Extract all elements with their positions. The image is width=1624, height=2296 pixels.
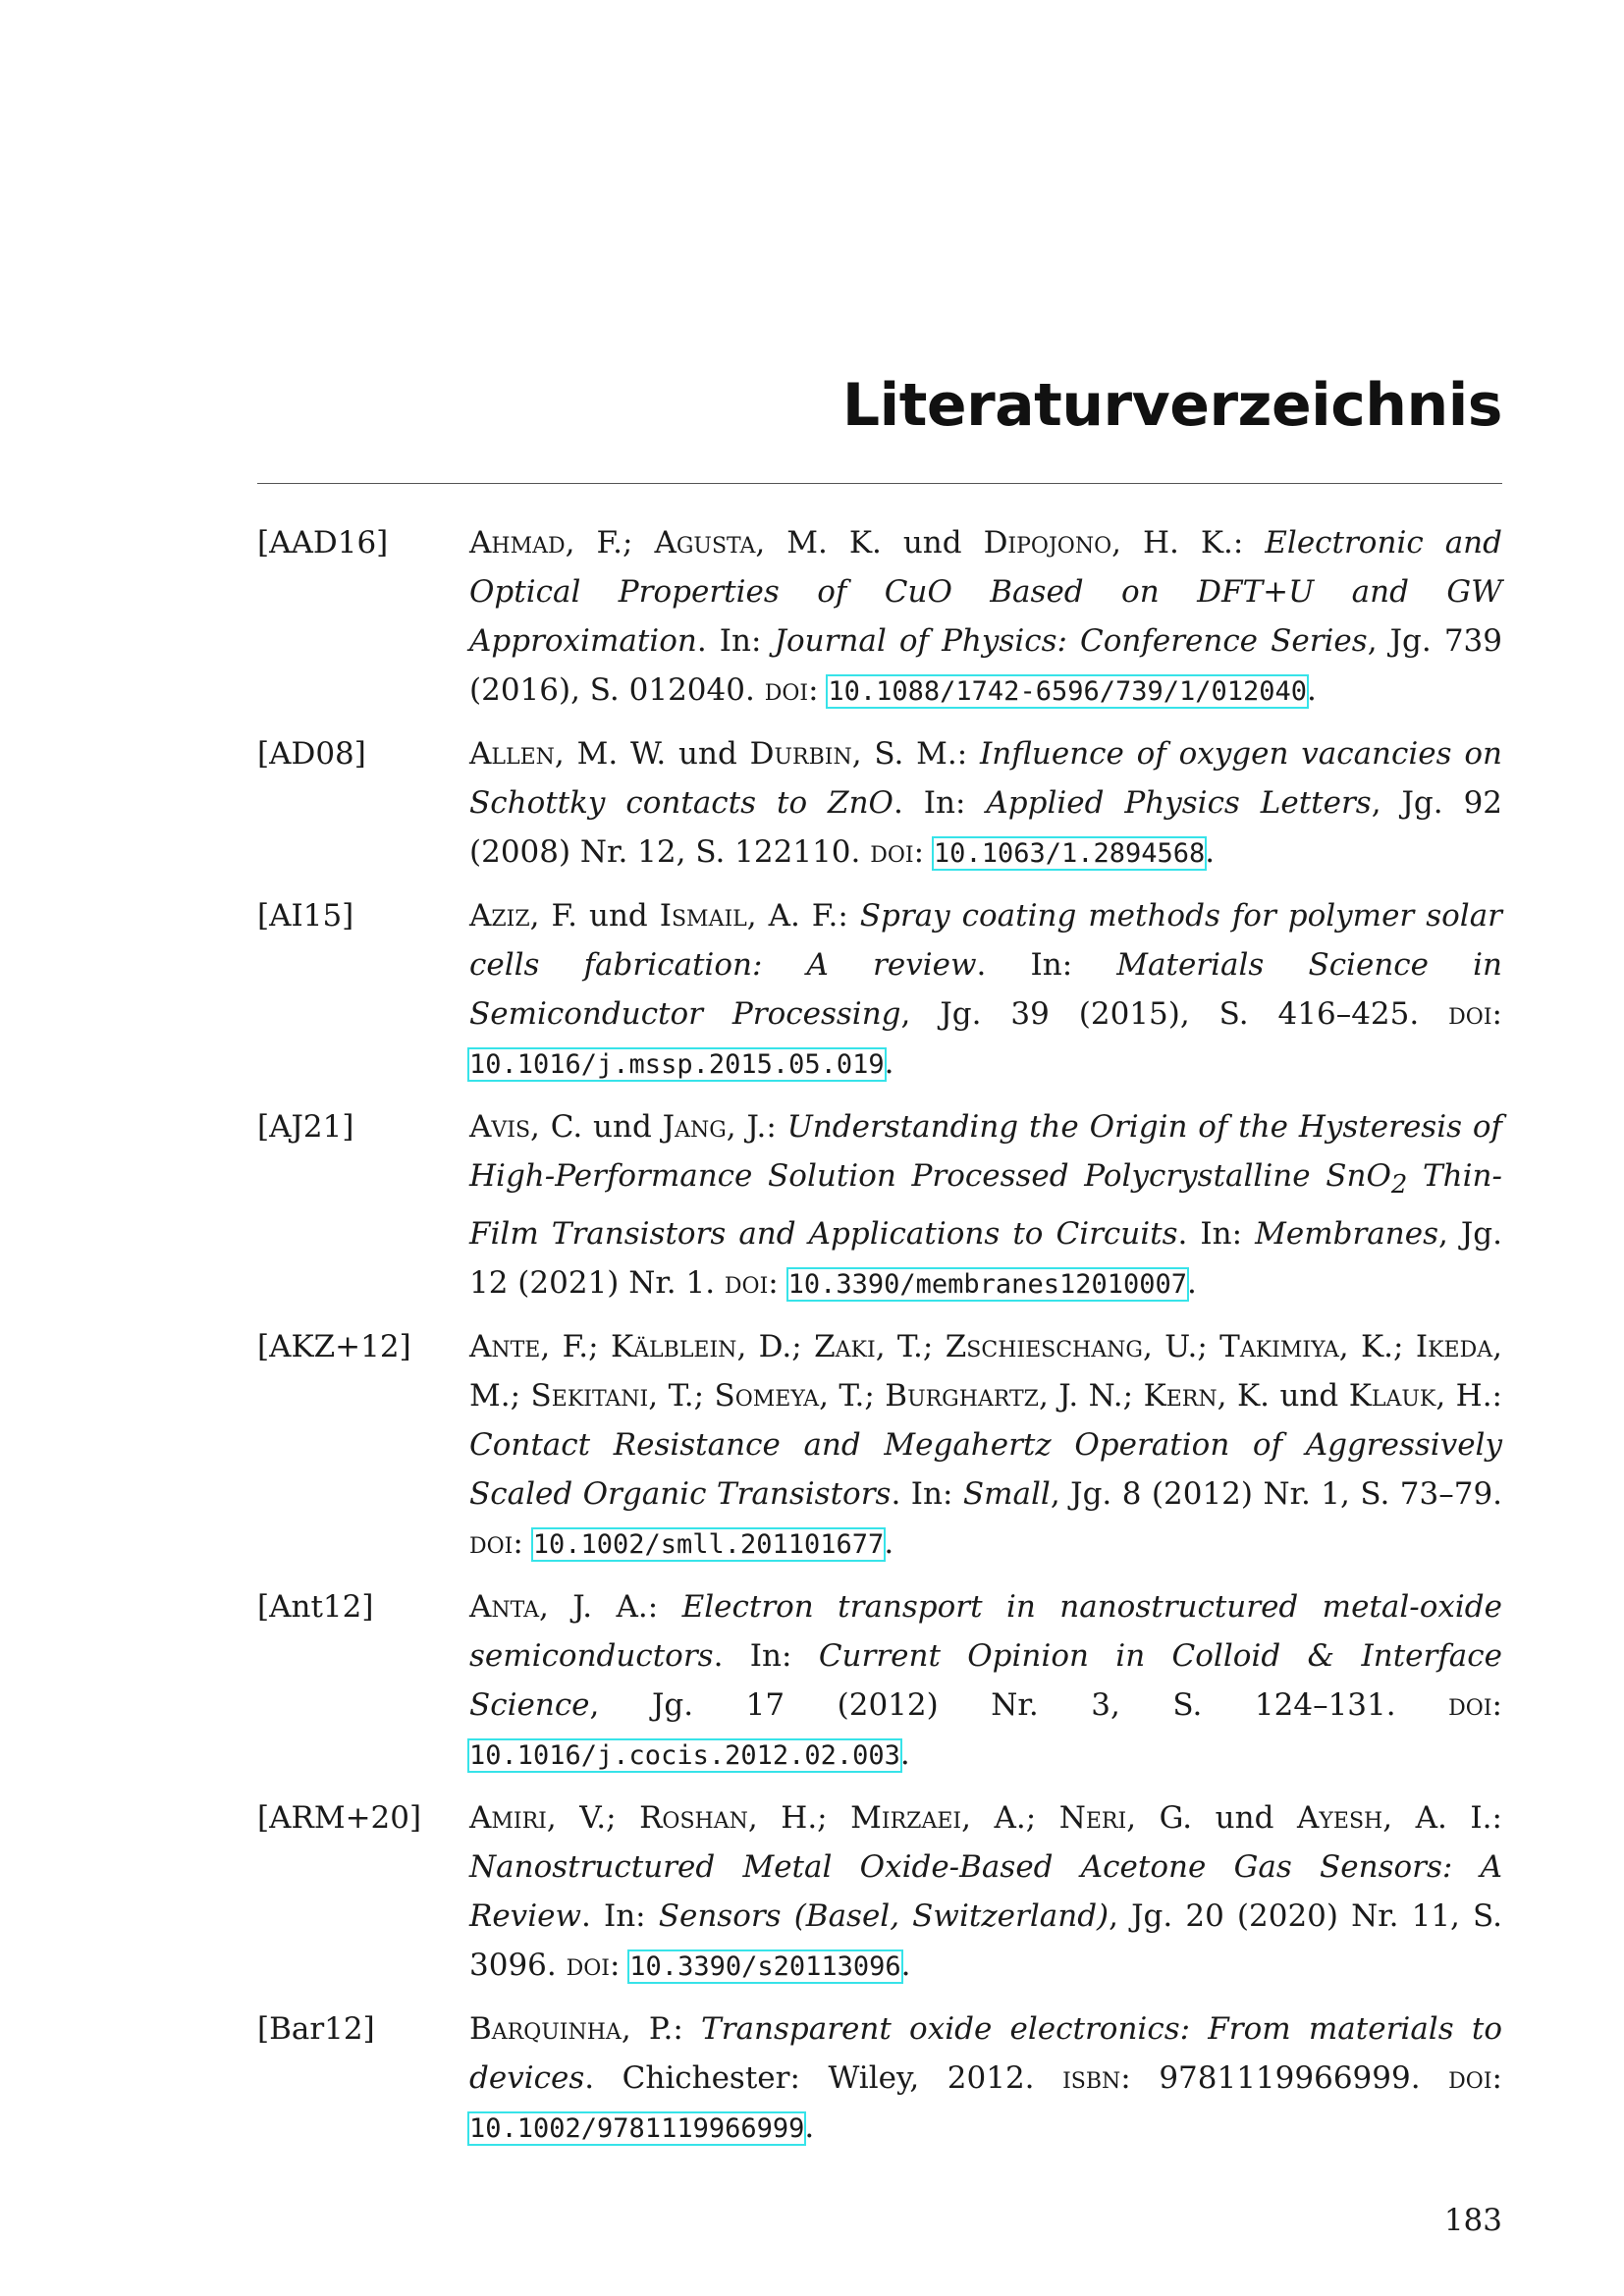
citation-details: , Jg. 12 (2021) Nr. 1. [469, 1216, 1502, 1302]
doi-link[interactable]: 10.1063/1.2894568 [933, 838, 1206, 869]
citation-body: Anta, J. A.: Electron transport in nanostructured metal-oxide semiconductors. In: Current Opinion in Colloid & Interface Science, Jg. 17 (2012) Nr. 3, S. 124–131. doi: 10.1016/j.cocis.2012.02.003. [469, 1589, 1502, 1773]
citation-details: , Jg. 17 (2012) Nr. 3, S. 124–131. [589, 1687, 1449, 1724]
author-surname: Kälblein [611, 1329, 737, 1365]
citation-title: Electron transport in nanostructured metal-oxide semiconductors [469, 1589, 1502, 1675]
title-part: Understanding the Origin of the Hysteresis of High-Performance Solution Processed Polycrystalline SnO [469, 1109, 1502, 1194]
citation-key: [ARM+20] [257, 1800, 422, 1837]
author-rest: , J. A.: [539, 1589, 682, 1626]
isbn-label: isbn [1062, 2060, 1121, 2097]
author-rest: , T.; [875, 1329, 946, 1365]
author-surname: Klauk [1348, 1378, 1436, 1415]
citation-body: Allen, M. W. und Durbin, S. M.: Influence of oxygen vacancies on Schottky contacts to ZnO. In: Applied Physics Letters, Jg. 92 (2008) Nr. 12, S. 122110. doi: 10.1063/1.2894568. [469, 736, 1503, 870]
citation-body: Amiri, V.; Roshan, H.; Mirzaei, A.; Neri, G. und Ayesh, A. I.: Nanostructured Metal Oxide-Based Acetone Gas Sensors: A Review. In: Sensors (Basel, Switzerland), Jg. 20 (2020) Nr. 11, S. 3096. doi: 10.3390/s20113096. [469, 1800, 1502, 1984]
citation-details: , Jg. 739 (2016), S. 012040. [469, 623, 1503, 708]
author-rest: , K. und [1217, 1378, 1349, 1415]
bib-entry [257, 1582, 1502, 1781]
page-number: 183 [1443, 2203, 1502, 2238]
author-surname: Allen [469, 736, 555, 772]
doi-label: doi [764, 672, 809, 708]
author-surname: Amiri [469, 1800, 547, 1837]
citation-key: [Ant12] [257, 1589, 374, 1626]
citation-key: [AI15] [257, 898, 354, 934]
citation-title: Nanostructured Metal Oxide-Based Acetone Gas Sensors: A Review [469, 1849, 1502, 1935]
in-separator: . In: [581, 1898, 659, 1935]
doi-label: doi [1448, 2060, 1492, 2097]
citation-key: [AD08] [257, 736, 366, 772]
citation-body: Avis, C. und Jang, J.: Understanding the Origin of the Hysteresis of High-Performance Solution Processed Polycrystalline SnO$_2$ Thin-Film Transistors and Applications to Circuits. In: Membranes, Jg. 12 (2021) Nr. 1. doi: 10.3390/membranes12010007. [469, 1109, 1502, 1302]
author-rest: , K.; [1338, 1329, 1416, 1365]
doi-link[interactable]: 10.3390/s20113096 [629, 1951, 901, 1983]
citation-key: [AAD16] [257, 525, 389, 561]
bib-entry [257, 1793, 1502, 1992]
author-rest: , A.; [961, 1800, 1059, 1837]
author-surname: Neri [1058, 1800, 1127, 1837]
citation-body: Ante, F.; Kälblein, D.; Zaki, T.; Zschieschang, U.; Takimiya, K.; Ikeda, M.; Sekitani, T.; Someya, T.; Burghartz, J. N.; Kern, K. und Klauk, H.: Contact Resistance and Megahertz Operation of Aggressively Scaled Organic Transistors. In: Small, Jg. 8 (2012) Nr. 1, S. 73–79. doi: 10.1002/smll.201101677. [469, 1329, 1503, 1562]
title-rule [257, 483, 1502, 484]
author-surname: Aziz [469, 898, 530, 934]
in-separator: . In: [1177, 1216, 1256, 1253]
author-rest: , F.; [565, 525, 655, 561]
citation-details: , Jg. 39 (2015), S. 416–425. [900, 996, 1449, 1032]
author-surname: Zaki [814, 1329, 876, 1365]
author-surname: Barquinha [469, 2011, 622, 2048]
citation-venue: Current Opinion in Colloid & Interface Science [469, 1638, 1502, 1724]
doi-label: doi [724, 1265, 769, 1302]
bib-entry [257, 891, 1502, 1090]
in-separator: . In: [713, 1638, 819, 1675]
author-rest: , P.: [621, 2011, 702, 2048]
author-surname: Ante [469, 1329, 541, 1365]
bib-entry [257, 2004, 1502, 2154]
citation-title: Transparent oxide electronics: From materials to devices [469, 2011, 1502, 2097]
author-surname: Jang [662, 1109, 727, 1145]
citation-body: Aziz, F. und Ismail, A. F.: Spray coating methods for polymer solar cells fabrication: A review. In: Materials Science in Semiconductor Processing, Jg. 39 (2015), S. 416–425. doi: 10.1016/j.mssp.2015.05.019. [469, 898, 1502, 1081]
citation-body: Ahmad, F.; Agusta, M. K. und Dipojono, H. K.: Electronic and Optical Properties of CuO Based on DFT+U and GW Approximation. In: Journal of Physics: Conference Series, Jg. 739 (2016), S. 012040. doi: 10.1088/1742-6596/739/1/012040. [469, 525, 1503, 708]
doi-label: doi [1448, 1687, 1492, 1724]
in-separator: . In: [893, 785, 987, 821]
author-surname: Roshan [639, 1800, 748, 1837]
author-surname: Zschieschang [945, 1329, 1143, 1365]
citation-title: Electronic and Optical Properties of CuO Based on DFT+U and GW Approximation [469, 525, 1502, 659]
author-surname: Sekitani [530, 1378, 649, 1415]
citation-details: , Jg. 20 (2020) Nr. 11, S. 3096. [469, 1898, 1502, 1984]
author-rest: , C. und [530, 1109, 663, 1145]
author-surname: Someya [714, 1378, 820, 1415]
author-surname: Ayesh [1297, 1800, 1383, 1837]
chapter-title: Literaturverzeichnis [841, 371, 1502, 440]
author-surname: Anta [469, 1589, 539, 1626]
author-surname: Ahmad [469, 525, 566, 561]
doi-label: doi [566, 1948, 610, 1984]
citation-title: Spray coating methods for polymer solar cells fabrication: A review [469, 898, 1502, 983]
author-rest: , U.; [1142, 1329, 1220, 1365]
author-surname: Agusta [654, 525, 756, 561]
doi-link[interactable]: 10.1002/9781119966999 [469, 2113, 805, 2145]
author-rest: , M.; [469, 1329, 1503, 1415]
bib-entry [257, 1322, 1502, 1570]
citation-body: Barquinha, P.: Transparent oxide electronics: From materials to devices. Chichester: Wiley, 2012. isbn: 9781119966999. doi: 10.1002/9781119966999. [469, 2011, 1502, 2146]
author-surname: Kern [1143, 1378, 1218, 1415]
citation-key: [AKZ+12] [257, 1329, 411, 1365]
author-rest: , H.: [1435, 1378, 1503, 1415]
doi-label: doi [469, 1525, 514, 1562]
citation-title: Contact Resistance and Megahertz Operation of Aggressively Scaled Organic Transistors [469, 1427, 1502, 1513]
author-rest: , A. I.: [1382, 1800, 1502, 1837]
author-surname: Burghartz [885, 1378, 1039, 1415]
doi-link[interactable]: 10.3390/membranes12010007 [787, 1269, 1187, 1301]
doi-link[interactable]: 10.1016/j.mssp.2015.05.019 [469, 1049, 885, 1080]
citation-details: , Jg. 8 (2012) Nr. 1, S. 73–79. [1050, 1476, 1503, 1513]
bib-entry [257, 518, 1502, 717]
author-surname: Ismail [659, 898, 747, 934]
citation-venue: Small [962, 1476, 1051, 1513]
author-rest: , H. K.: [1111, 525, 1266, 561]
author-rest: , T.; [819, 1378, 886, 1415]
citation-venue: Journal of Physics: Conference Series [774, 623, 1368, 659]
author-rest: , A. F.: [746, 898, 860, 934]
in-separator: . In: [976, 947, 1117, 983]
author-surname: Takimiya [1219, 1329, 1339, 1365]
author-rest: , H.; [747, 1800, 851, 1837]
title-subscript: 2 [1390, 1170, 1408, 1201]
author-rest: , M. W. und [554, 736, 750, 772]
citation-key: [Bar12] [257, 2011, 375, 2048]
citation-venue: Materials Science in Semiconductor Processing [469, 947, 1502, 1032]
author-rest: , S. M.: [851, 736, 980, 772]
in-separator: . In: [891, 1476, 963, 1513]
bib-entry [257, 729, 1502, 879]
author-rest: , J.: [726, 1109, 787, 1145]
in-separator: . [584, 2060, 623, 2097]
citation-key: [AJ21] [257, 1109, 354, 1145]
citation-venue: Sensors (Basel, Switzerland) [658, 1898, 1110, 1935]
author-surname: Mirzaei [850, 1800, 962, 1837]
doi-link[interactable]: 10.1016/j.cocis.2012.02.003 [469, 1740, 900, 1772]
in-separator: . In: [696, 623, 775, 659]
bib-entry [257, 1102, 1502, 1309]
title-part: Thin-Film Transistors and Applications to Circuits [469, 1158, 1502, 1253]
citation-venue: Membranes [1255, 1216, 1438, 1253]
author-rest: , V.; [546, 1800, 640, 1837]
author-rest: , J. N.; [1038, 1378, 1144, 1415]
doi-link[interactable]: 10.1002/smll.201101677 [532, 1529, 885, 1561]
author-rest: , D.; [736, 1329, 815, 1365]
author-surname: Durbin [749, 736, 852, 772]
citation-title: Influence of oxygen vacancies on Schottky contacts to ZnO [469, 736, 1502, 821]
citation-details: , Jg. 92 (2008) Nr. 12, S. 122110. [469, 785, 1503, 870]
author-rest: , M. K. und [755, 525, 984, 561]
author-surname: Dipojono [983, 525, 1112, 561]
doi-label: doi [1448, 996, 1492, 1032]
author-surname: Ikeda [1415, 1329, 1493, 1365]
author-rest: , T.; [648, 1378, 715, 1415]
author-rest: , G. und [1126, 1800, 1297, 1837]
author-surname: Avis [469, 1109, 531, 1145]
author-rest: , F.; [540, 1329, 611, 1365]
bibliography-list [257, 518, 1502, 2166]
doi-link[interactable]: 10.1088/1742-6596/739/1/012040 [828, 676, 1308, 707]
citation-venue: Applied Physics Letters [986, 785, 1372, 821]
author-rest: , F. und [529, 898, 660, 934]
doi-label: doi [870, 834, 914, 870]
isbn-value: 9781119966999 [1159, 2060, 1411, 2097]
citation-details: Chichester: Wiley, 2012. [622, 2060, 1063, 2097]
